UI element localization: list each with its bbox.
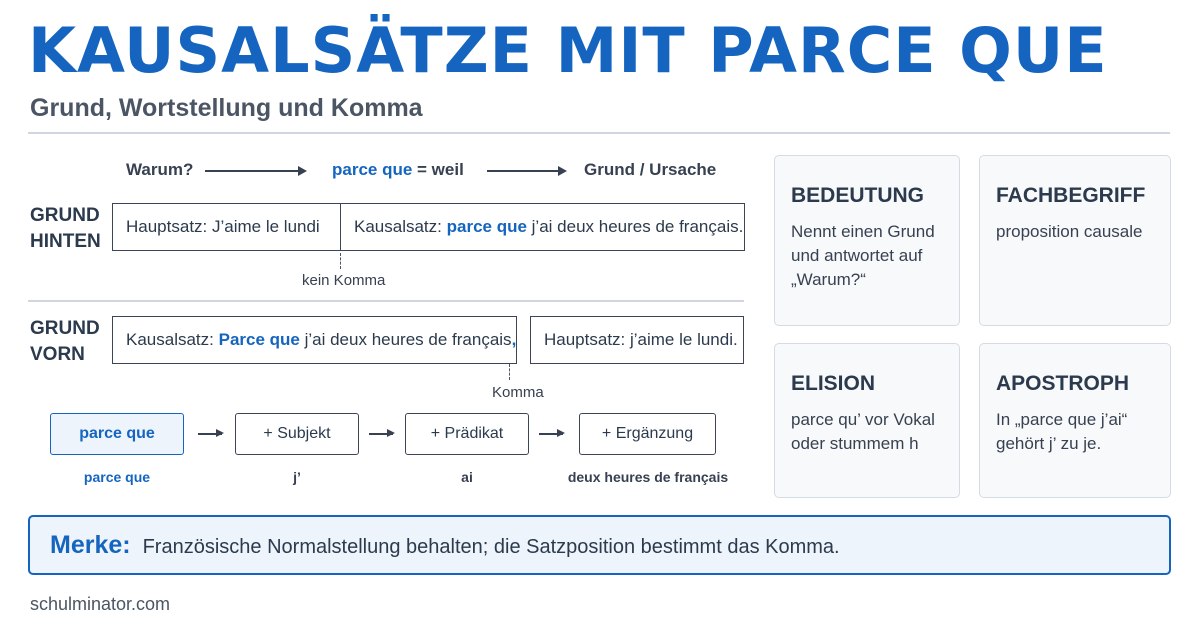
merke-text: Französische Normalstellung behalten; die Satzposition bestimmt das Komma. (142, 536, 840, 558)
pattern-box-praedikat: + Prädikat (405, 413, 529, 455)
comma-mark: , (511, 330, 517, 349)
row-label-grund-vorn (30, 316, 100, 368)
row-label-grund-hinten (30, 203, 101, 255)
footer-source: schulminator.com (30, 594, 171, 614)
hauptsatz-box-vorn: Hauptsatz: j’aime le lundi. (530, 316, 744, 364)
pattern-box-subjekt: + Subjekt (235, 413, 359, 455)
page-subtitle: Grund, Wortstellung und Komma (30, 94, 423, 122)
card-apostroph (979, 343, 1171, 498)
card-bedeutung (774, 155, 960, 326)
pattern-arrow-3 (539, 433, 563, 435)
row-label-line1: GRUND (30, 205, 100, 226)
pattern-box-ergaenzung: + Ergänzung (579, 413, 716, 455)
flow-definition (332, 160, 464, 180)
pattern-arrow-1 (198, 433, 222, 435)
page-title: KAUSALSÄTZE MIT PARCE QUE (28, 14, 1108, 87)
section-divider (28, 300, 744, 302)
no-comma-note: kein Komma (302, 272, 386, 289)
row-label-line2: HINTEN (30, 231, 101, 252)
pattern-box-parce-que: parce que (50, 413, 184, 455)
flow-question: Warum? (126, 160, 194, 179)
flow-result: Grund / Ursache (584, 160, 717, 179)
comma-note: Komma (492, 384, 544, 401)
kausalsatz-rest: j’ai deux heures de français. (526, 217, 744, 236)
kausalsatz-box-hinten (340, 203, 745, 251)
pattern-example-ergaenzung: deux heures de français (567, 469, 729, 485)
pattern-example-subjekt: j’ (293, 469, 301, 485)
comma-marker (509, 364, 510, 380)
card-title: ELISION (791, 372, 876, 395)
hauptsatz-box-hinten: Hauptsatz: J’aime le lundi (112, 203, 341, 251)
kausalsatz-box-vorn (112, 316, 517, 364)
kausalsatz-keyword: Parce que (218, 330, 300, 349)
merke-label: Merke: (50, 531, 131, 559)
row-label-line2: VORN (30, 344, 85, 365)
card-text: proposition causale (996, 222, 1143, 241)
row-label-line1: GRUND (30, 318, 100, 339)
card-text: parce qu’ vor Vokal oder stummem h (791, 410, 935, 453)
pattern-arrow-2 (369, 433, 393, 435)
pattern-example-parce-que: parce que (83, 469, 151, 485)
card-title: FACHBEGRIFF (996, 184, 1146, 207)
kausalsatz-keyword: parce que (446, 217, 527, 236)
card-title: BEDEUTUNG (791, 184, 925, 207)
flow-arrow-1 (205, 170, 305, 172)
header-divider (28, 132, 1170, 134)
no-comma-marker (340, 253, 341, 269)
kausalsatz-rest: j’ai deux heures de français (299, 330, 512, 349)
kausalsatz-prefix: Kausalsatz: (126, 330, 219, 349)
card-title: APOSTROPH (996, 372, 1130, 395)
kausalsatz-prefix: Kausalsatz: (354, 217, 447, 236)
pattern-example-praedikat: ai (461, 469, 473, 485)
card-text: In „parce que j’ai“ gehört j’ zu je. (996, 410, 1128, 453)
card-elision (774, 343, 960, 498)
flow-equals: = weil (412, 160, 464, 179)
flow-arrow-2 (487, 170, 565, 172)
merke-box (28, 515, 1171, 575)
flow-keyword: parce que (332, 160, 413, 179)
card-text: Nennt einen Grund und antwortet auf „Warum?“ (791, 222, 935, 289)
card-fachbegriff (979, 155, 1171, 326)
